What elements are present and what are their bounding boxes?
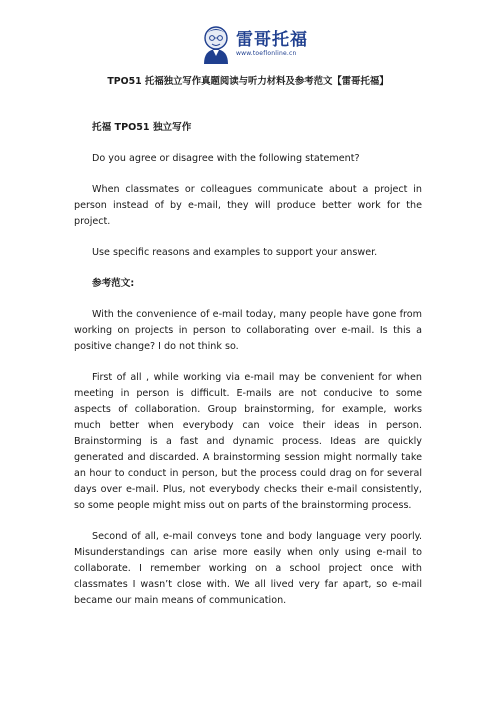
- brand-logo: [198, 20, 318, 68]
- document-body: [74, 120, 422, 624]
- prompt-statement: When classmates or colleagues communicate about a project in person instead of by e-mail, they will produce better work for the project.: [74, 184, 422, 227]
- logo-wordmark: 雷哥托福: [236, 29, 308, 50]
- mascot-logo-icon: [198, 22, 234, 66]
- prompt-question: Do you agree or disagree with the following statement?: [92, 153, 360, 164]
- sample-essay-heading: 参考范文:: [92, 278, 135, 289]
- logo-url: www.toeflonline.cn: [236, 49, 297, 57]
- essay-paragraph-1: With the convenience of e-mail today, many people have gone from working on projects in person to collaborating over e-mail. Is this a positive change? I do not think so.: [74, 309, 422, 352]
- essay-paragraph-3: Second of all, e-mail conveys tone and body language very poorly. Misunderstandings can arise more easily when only using e-mail to collaborate. I remember working on a school project once with classmates I wasn’t close with. We all lived very far apart, so e-mail became our main means of communication.: [74, 531, 422, 606]
- section-heading: 托福 TPO51 独立写作: [92, 122, 192, 133]
- essay-paragraph-2: First of all , while working via e-mail may be convenient for when meeting in person is difficult. E-mails are not conducive to some aspects of collaboration. Group brainstorming, for example, works much better when everybody can voice their ideas in person. Brainstorming is a fast and dynamic process. Ideas are quickly generated and discarded. A brainstorming session might normally take an hour to conduct in person, but the process could drag on for several days over e-mail. Plus, not everybody checks their e-mail consistently, so some people might miss out on parts of the brainstorming process.: [74, 372, 422, 511]
- document-title: TPO51 托福独立写作真题阅读与听力材料及参考范文【雷哥托福】: [107, 76, 389, 87]
- prompt-instruction: Use specific reasons and examples to support your answer.: [92, 247, 378, 258]
